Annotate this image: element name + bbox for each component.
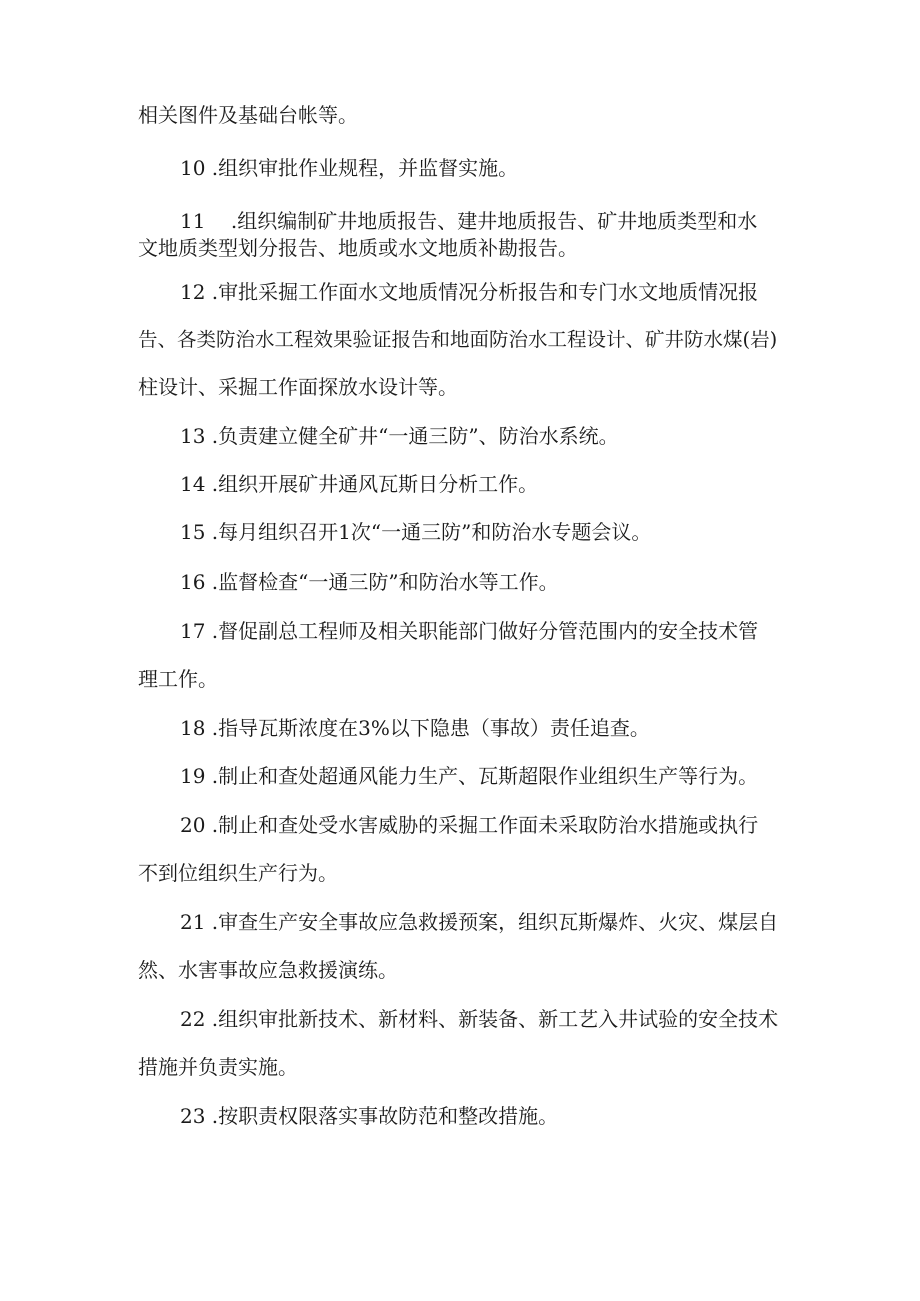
item-11: 11 .组织编制矿井地质报告、建井地质报告、矿井地质类型和水 bbox=[180, 209, 758, 233]
item-14: 14 .组织开展矿井通风瓦斯日分析工作。 bbox=[180, 472, 539, 496]
item-23: 23 .按职责权限落实事故防范和整改措施。 bbox=[180, 1104, 559, 1128]
item-17-cont: 理工作。 bbox=[138, 667, 218, 691]
item-12-cont-1: 告、各类防治水工程效果验证报告和地面防治水工程设计、矿井防水煤(岩) bbox=[138, 328, 778, 351]
item-20-cont: 不到位组织生产行为。 bbox=[138, 861, 338, 885]
item-21: 21 .审查生产安全事故应急救援预案，组织瓦斯爆炸、火灾、煤层自 bbox=[180, 910, 779, 934]
item-21-cont: 然、水害事故应急救援演练。 bbox=[138, 958, 398, 982]
item-19: 19 .制止和查处超通风能力生产、瓦斯超限作业组织生产等行为。 bbox=[180, 764, 759, 788]
item-12: 12 .审批采掘工作面水文地质情况分析报告和专门水文地质情况报 bbox=[180, 280, 759, 304]
item-18: 18 .指导瓦斯浓度在3%以下隐患（事故）责任追查。 bbox=[180, 716, 650, 740]
item-22: 22 .组织审批新技术、新材料、新装备、新工艺入井试验的安全技术 bbox=[180, 1007, 779, 1031]
item-12-cont-2: 柱设计、采掘工作面探放水设计等。 bbox=[138, 375, 458, 399]
item-22-cont: 措施并负责实施。 bbox=[138, 1055, 298, 1079]
item-10: 10 .组织审批作业规程，并监督实施。 bbox=[180, 156, 519, 180]
item-17: 17 .督促副总工程师及相关职能部门做好分管范围内的安全技术管 bbox=[180, 619, 759, 643]
item-16: 16 .监督检查“一通三防”和防治水等工作。 bbox=[180, 570, 559, 594]
item-13: 13 .负责建立健全矿井“一通三防”、防治水系统。 bbox=[180, 424, 619, 448]
item-11-cont: 文地质类型划分报告、地质或水文地质补勘报告。 bbox=[138, 236, 578, 260]
text-line-continuation: 相关图件及基础台帐等。 bbox=[138, 103, 358, 127]
item-20: 20 .制止和查处受水害威胁的采掘工作面未采取防治水措施或执行 bbox=[180, 813, 759, 837]
item-15: 15 .每月组织召开1次“一通三防”和防治水专题会议。 bbox=[180, 520, 652, 544]
